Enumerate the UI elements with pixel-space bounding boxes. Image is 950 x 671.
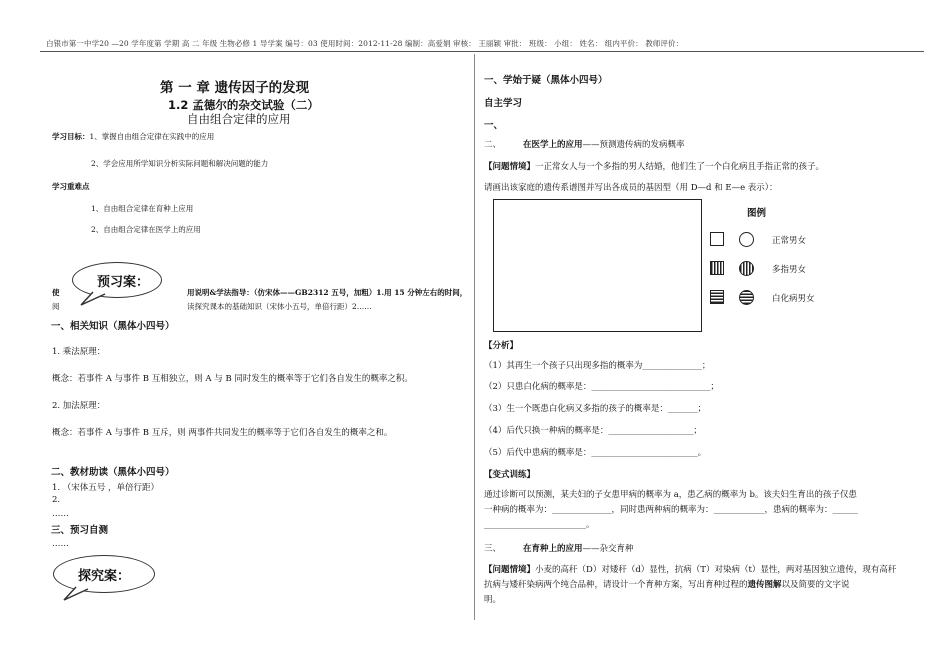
addition-title: 2. 加法原理： xyxy=(52,401,106,411)
legend-title: 图例 xyxy=(747,208,767,219)
variant-text: 通过诊断可以预测，某夫妇的子女患甲病的概率为 a，患乙病的概率为 b。该夫妇生育出的孩子仅患 xyxy=(484,490,857,500)
polydactyly-male-icon xyxy=(710,261,724,275)
usage-instruction: 读探究课本的基础知识（宋体小五号，单倍行距）2…… xyxy=(187,302,372,311)
section-subtitle: 自由组合定律的应用 xyxy=(187,112,291,126)
goal-item: 2、学会应用所学知识分析实际问题和解决问题的能力 xyxy=(91,159,269,168)
goal-item: 1、掌握自由组合定律在实践中的应用 xyxy=(89,132,215,141)
page-header: 白银市第一中学20 —20 学年度第 学期 高 二 年级 生物必修 1 导学案 编号：03 使用时间：2012-11-28 编制：高爱娟 审核： 王丽颖 审批： 班级： 小组： 姓名： 组内平价： 教师评价： xyxy=(46,39,684,48)
multiplication-title: 1. 乘法原理： xyxy=(52,347,106,357)
keypoint-item: 1、自由组合定律在育种上应用 xyxy=(91,204,194,213)
problem-context: 【问题情境】小麦的高秆（D）对矮秆（d）显性，抗病（T）对染病（t）显性，两对基因独立遗传，现有高秆 xyxy=(484,565,897,575)
usage-instruction: 用说明&学法指导：（仿宋体——GB2312 五号，加粗）1.用 15 分钟左右的时间， xyxy=(187,288,468,297)
analysis-label: 【分析】 xyxy=(484,341,519,351)
variant-text[interactable]: 一种病的概率为：______________，同时患两种病的概率为：____________，患病的概率为：______ xyxy=(484,505,859,515)
section-heading: 三、预习自测 xyxy=(51,525,109,536)
draw-instruction: 请画出该家庭的遗传系谱图并写出各成员的基因型（用 D—d 和 E—e 表示）： xyxy=(484,183,778,193)
albinism-female-icon xyxy=(739,290,754,305)
problem-context: 【问题情境】一正常女人与一个多指的男人结婚，他们生了一个白化病且手指正常的孩子。 xyxy=(484,162,825,172)
addition-text: 概念：若事件 A 与事件 B 互斥，则 两事件共同发生的概率等于它们各自发生的概率之和。 xyxy=(52,428,393,438)
section-heading: 二、教材助读（黑体小四号） xyxy=(51,467,175,478)
goals-label: 学习目标： xyxy=(52,132,90,141)
preview-bubble: 预习案： xyxy=(72,262,162,298)
section-title: 1.2 孟德尔的杂交试验（二） xyxy=(168,98,319,112)
question-item[interactable]: （1）其再生一个孩子只出现多指的概率为______________； xyxy=(484,361,711,371)
list-item: 2. xyxy=(52,495,61,505)
problem-context: 明。 xyxy=(484,595,502,605)
list-item: 1. （宋体五号 ，单倍行距） xyxy=(52,483,160,493)
column-divider xyxy=(474,54,475,620)
variant-text[interactable]: ________________________。 xyxy=(484,520,595,530)
question-item[interactable]: （3）生一个既患白化病又多指的孩子的概率是：_______； xyxy=(484,404,707,414)
legend-label: 多指男女 xyxy=(772,265,807,275)
header-divider xyxy=(40,51,924,52)
keypoint-item: 2、自由组合定律在医学上的应用 xyxy=(91,225,201,234)
problem-context: 抗病与矮秆染病两个纯合品种，请设计一个育种方案，写出育种过程的遗传图解以及简要的文字说 xyxy=(484,580,850,590)
multiplication-text: 概念：若事件 A 与事件 B 互相独立，则 A 与 B 同时发生的概率等于它们各自发生的概率之积。 xyxy=(52,374,413,384)
albinism-male-icon xyxy=(710,290,724,304)
normal-male-icon xyxy=(710,232,724,246)
normal-female-icon xyxy=(739,232,754,247)
question-item[interactable]: （4）后代只换一种病的概率是：____________________； xyxy=(484,426,702,436)
chapter-title: 第 一 章 遗传因子的发现 xyxy=(160,80,310,96)
usage-label: 使 xyxy=(52,288,60,297)
question-item[interactable]: （5）后代中患病的概率是：_________________________。 xyxy=(484,448,707,458)
explore-bubble: 探究案： xyxy=(53,555,155,593)
item-two: 二、 在医学上的应用——预测遗传病的发病概率 xyxy=(484,140,685,150)
pedigree-drawing-area[interactable] xyxy=(493,199,702,332)
question-item[interactable]: （2）只患白化病的概率是：____________________________； xyxy=(484,382,719,392)
ellipsis: …… xyxy=(52,509,69,519)
legend-label: 正常男女 xyxy=(772,236,807,246)
item-one: 一、 xyxy=(484,120,504,131)
variant-training-label: 【变式训练】 xyxy=(484,470,536,480)
item-three: 三、 在育种上的应用——杂交育种 xyxy=(484,544,634,554)
polydactyly-female-icon xyxy=(739,261,754,276)
self-study-label: 自主学习 xyxy=(484,98,523,109)
section-heading: 一、相关知识（黑体小四号） xyxy=(51,321,175,332)
legend-label: 白化病男女 xyxy=(772,294,815,304)
learning-goals xyxy=(52,131,214,142)
usage-label: 阅 xyxy=(52,302,60,311)
keypoints-label: 学习重难点 xyxy=(52,182,90,191)
ellipsis: …… xyxy=(52,539,69,549)
section-heading: 一、学始于疑（黑体小四号） xyxy=(484,75,608,86)
